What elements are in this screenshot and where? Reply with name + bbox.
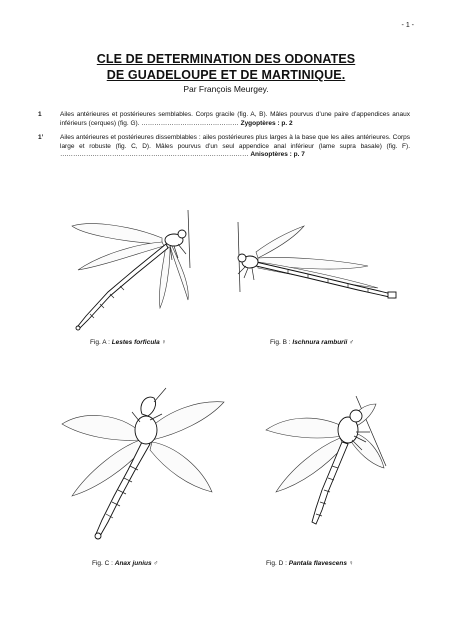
figure-d-illustration	[246, 396, 396, 536]
page-number: - 1 -	[401, 22, 414, 29]
figure-d-caption: Fig. D : Pantala flavescens ♀	[266, 560, 354, 567]
species-name: Pantala flavescens	[288, 560, 347, 567]
author: Par François Meurgey.	[183, 84, 269, 94]
figure-c-caption: Fig. C : Anax junius ♂	[92, 560, 159, 567]
couplet-lead: Zygoptères : p. 2	[240, 119, 293, 127]
couplet-text: Ailes antérieures et postérieures semblables. Corps gracile (fig. A, B). Mâles pourvus d’une paire d’appendices anaux inférieurs (cerques) (fig. G). ………………………………………	[60, 111, 410, 127]
figure-a-illustration	[62, 208, 212, 336]
key-couplet-1-prime	[38, 134, 410, 160]
title-line-2: DE GUADELOUPE ET DE MARTINIQUE.	[106, 68, 346, 82]
species-name: Ischnura ramburii	[292, 339, 348, 346]
couplet-number: 1’	[38, 134, 44, 141]
figure-a-caption: Fig. A : Lestes forficula ♀	[90, 339, 167, 346]
couplet-number: 1	[38, 111, 42, 118]
figure-b-caption: Fig. B : Ischnura ramburii ♂	[270, 339, 354, 346]
figure-b-illustration	[228, 222, 410, 308]
couplet-text: Ailes antérieures et postérieures dissemblables : ailes postérieures plus larges à la base que les ailes antérieures. Corps large et robuste (fig. C, D). Mâles pourvus d’un seul appendice anal inférieur (lame supra basale) (fig. F). ……………………………………………………………………………	[60, 134, 410, 159]
key-couplet-1	[38, 111, 410, 128]
species-name: Anax junius	[114, 560, 152, 567]
figure-c-illustration	[58, 384, 226, 546]
title-line-1: CLE DE DETERMINATION DES ODONATES	[96, 52, 356, 66]
couplet-lead: Anisoptères : p. 7	[250, 151, 305, 159]
species-name: Lestes forficula	[111, 339, 160, 346]
